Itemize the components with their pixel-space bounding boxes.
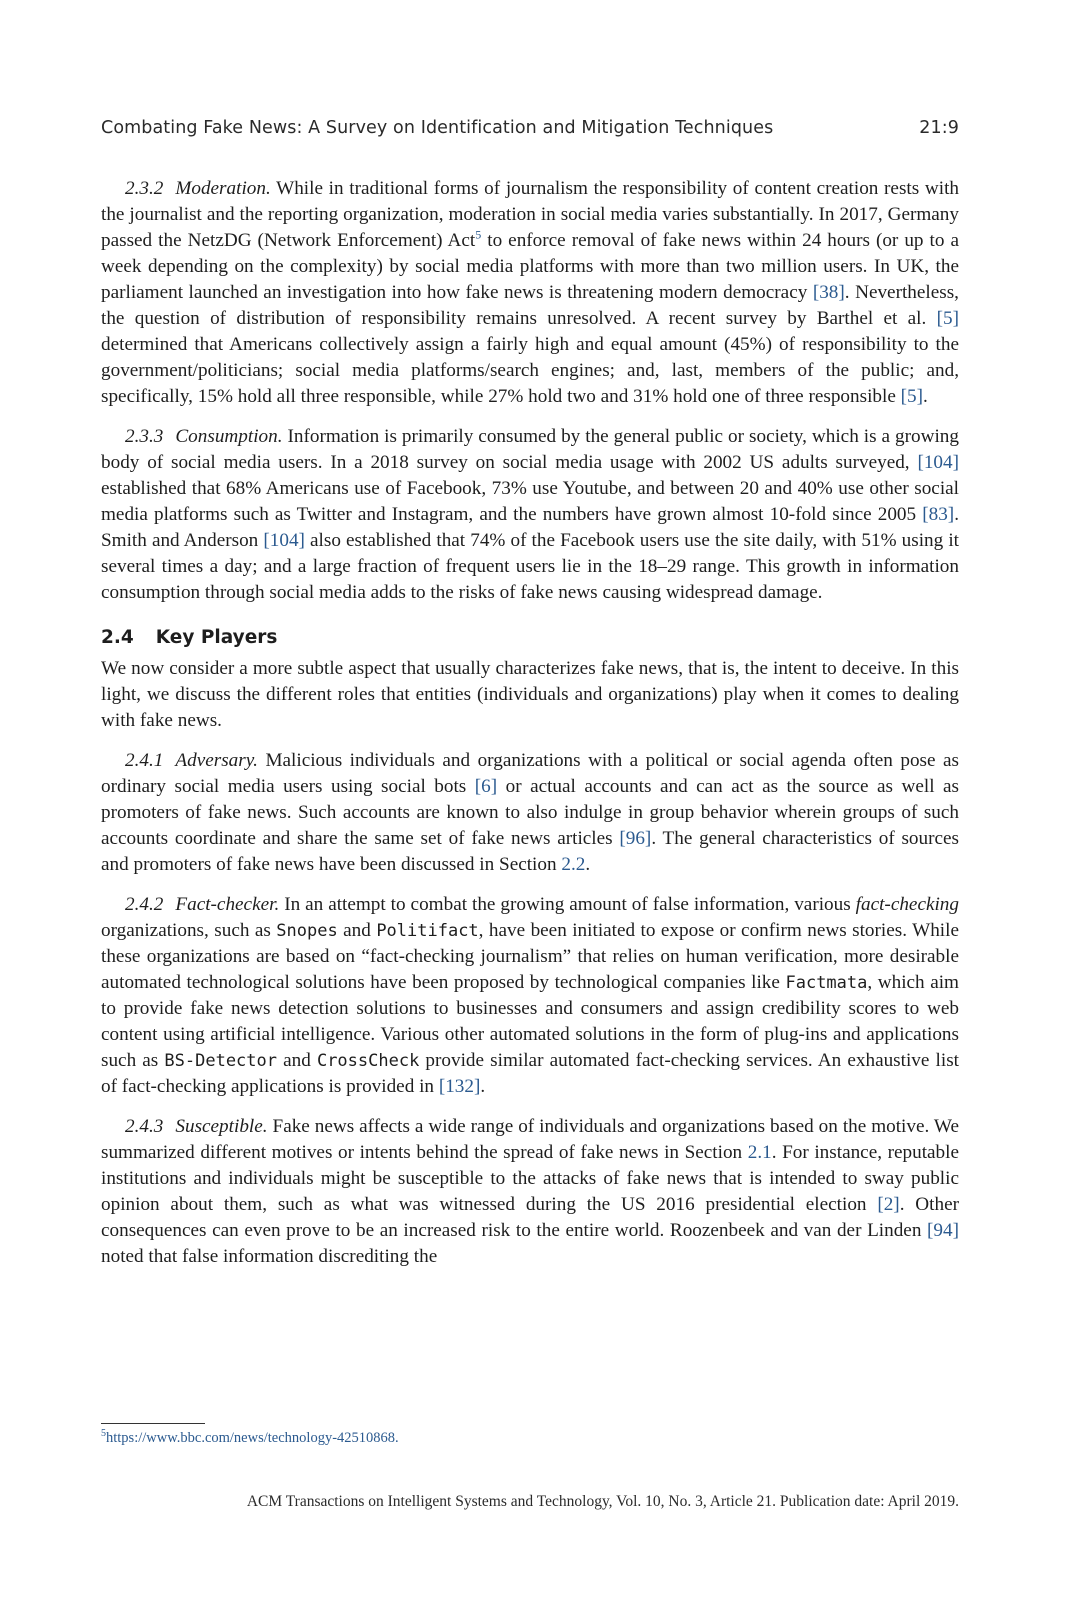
text: . For instance, reputable institutions and individuals might be susceptible to the attacks of fake news that is intended to sway public opinion about them, such as what was witnessed during the US 2016 presidential election <box>101 1142 959 1215</box>
paragraph-fact-checker <box>101 892 959 1100</box>
footnote-divider <box>101 1423 205 1424</box>
text: . The general characteristics of sources and promoters of fake news have been discussed in Section <box>101 828 959 875</box>
text: also established that 74% of the Facebook users use the site daily, with 51% using it several times a day; and a large fraction of frequent users lie in the 18–29 range. This growth in information consumption through social media adds to the risks of fake news causing widespread damage. <box>101 530 959 603</box>
code-name: CrossCheck <box>316 1051 420 1071</box>
citation-link[interactable]: [104] <box>917 452 959 473</box>
text: provide similar automated fact-checking services. An exhaustive list of fact-checking applications is provided in <box>101 1050 959 1097</box>
journal-footer: ACM Transactions on Intelligent Systems and Technology, Vol. 10, No. 3, Article 21. Publication date: April 2019. <box>246 1493 959 1510</box>
subsection-number: 2.4.2 <box>125 894 164 915</box>
text: established that 68% Americans use of Facebook, 73% use Youtube, and between 20 and 40% use other social media platforms such as Twitter and Instagram, and the numbers have grown almost 10-fold since 2005 <box>101 478 959 525</box>
subsection-title: Consumption. <box>175 426 283 447</box>
paragraph-adversary <box>101 748 959 878</box>
text: Fake news affects a wide range of individuals and organizations based on the motive. We summarized different motives or intents behind the spread of fake news in Section <box>101 1116 959 1163</box>
citation-link[interactable]: [2] <box>877 1194 900 1215</box>
subsection-number: 2.4.3 <box>125 1116 164 1137</box>
text: determined that Americans collectively assign a fairly high and equal amount (45%) of responsibility to the government/politicians; social media platforms/search engines; and, last, members of the public; and, specifically, 15% hold all three responsible, while 27% hold two and 31% hold one of three responsible <box>101 334 959 407</box>
emphasis: fact-checking <box>855 894 959 915</box>
text: to enforce removal of fake news within 24 hours (or up to a week depending on the complexity) by social media platforms with more than two million users. In UK, the parliament launched an investigation into how fake news is threatening modern democracy <box>101 230 959 303</box>
citation-link[interactable]: [5] <box>936 308 959 329</box>
footnote-ref[interactable]: 5 <box>475 227 482 242</box>
body-text <box>101 176 959 1284</box>
citation-link[interactable]: [5] <box>900 386 924 407</box>
text: organizations, such as <box>101 920 277 941</box>
paper-title: Combating Fake News: A Survey on Identification and Mitigation Techniques <box>101 118 774 138</box>
paragraph-moderation <box>101 176 959 410</box>
citation-link[interactable]: [104] <box>263 530 305 551</box>
subsection-title: Susceptible. <box>175 1116 268 1137</box>
subsection-title: Moderation. <box>175 178 271 199</box>
text: , have been initiated to expose or confirm news stories. While these organizations are based on “fact-checking journalism” that relies on human verification, more desirable automated technological solutions have been proposed by technological companies like <box>101 920 959 993</box>
text: . Other consequences can even prove to be an increased risk to the entire world. Roozenbeek and van der Linden <box>101 1194 959 1241</box>
citation-link[interactable]: [38] <box>812 282 845 303</box>
text: . <box>923 386 928 407</box>
citation-link[interactable]: [83] <box>922 504 955 525</box>
code-name: Snopes <box>276 921 338 941</box>
section-title: Key Players <box>155 627 278 648</box>
citation-link[interactable]: [94] <box>927 1220 959 1241</box>
text: . <box>480 1076 486 1097</box>
section-number: 2.4 <box>101 627 134 648</box>
section-ref-link[interactable]: 2.2 <box>561 854 586 875</box>
text: While in traditional forms of journalism the responsibility of content creation rests with the journalist and the reporting organization, moderation in social media varies substantially. In 2017, Germany passed the NetzDG (Network Enforcement) Act <box>101 178 959 251</box>
text: noted that false information discrediting the <box>101 1246 438 1267</box>
text: . Smith and Anderson <box>101 504 959 551</box>
footnote-mark: 5 <box>101 1428 106 1440</box>
citation-link[interactable]: [96] <box>619 828 652 849</box>
footnote-url-link[interactable]: https://www.bbc.com/news/technology-42510868. <box>106 1430 399 1446</box>
subsection-number: 2.4.1 <box>125 750 164 771</box>
text: Information is primarily consumed by the general public or society, which is a growing body of social media users. In a 2018 survey on social media usage with 2002 US adults surveyed, <box>101 426 959 473</box>
text: and <box>337 920 377 941</box>
citation-link[interactable]: [132] <box>438 1076 481 1097</box>
paragraph-key-players-intro: We now consider a more subtle aspect that usually characterizes fake news, that is, the intent to deceive. In this light, we discuss the different roles that entities (individuals and organizations) play when it comes to dealing with fake news. <box>101 658 959 731</box>
paragraph-susceptible <box>101 1114 959 1270</box>
code-name: Politifact <box>376 921 479 941</box>
section-heading <box>101 626 959 650</box>
code-name: BS-Detector <box>164 1051 277 1071</box>
section-ref-link[interactable]: 2.1 <box>747 1142 772 1163</box>
code-name: Factmata <box>785 973 868 993</box>
subsection-title: Adversary. <box>175 750 258 771</box>
text: , which aim to provide fake news detection solutions to businesses and consumers and assign credibility scores to web content using artificial intelligence. Various other automated solutions in the form of plug-ins and applications such as <box>101 972 959 1071</box>
page-number: 21:9 <box>919 118 959 138</box>
subsection-number: 2.3.3 <box>125 426 164 447</box>
text: or actual accounts and can act as the source as well as promoters of fake news. Such accounts are known to also indulge in group behavior wherein groups of such accounts coordinate and share the same set of fake news articles <box>101 776 959 849</box>
subsection-title: Fact-checker. <box>175 894 280 915</box>
text: . <box>585 854 591 875</box>
paragraph-consumption <box>101 424 959 606</box>
text: Malicious individuals and organizations with a political or social agenda often pose as ordinary social media users using social bots <box>101 750 959 797</box>
running-header <box>101 118 959 138</box>
citation-link[interactable]: [6] <box>474 776 498 797</box>
subsection-number: 2.3.2 <box>125 178 164 199</box>
text: . Nevertheless, the question of distribution of responsibility remains unresolved. A recent survey by Barthel et al. <box>101 282 959 329</box>
text: In an attempt to combat the growing amount of false information, various <box>279 894 856 915</box>
text: and <box>277 1050 317 1071</box>
footnote <box>101 1430 399 1447</box>
